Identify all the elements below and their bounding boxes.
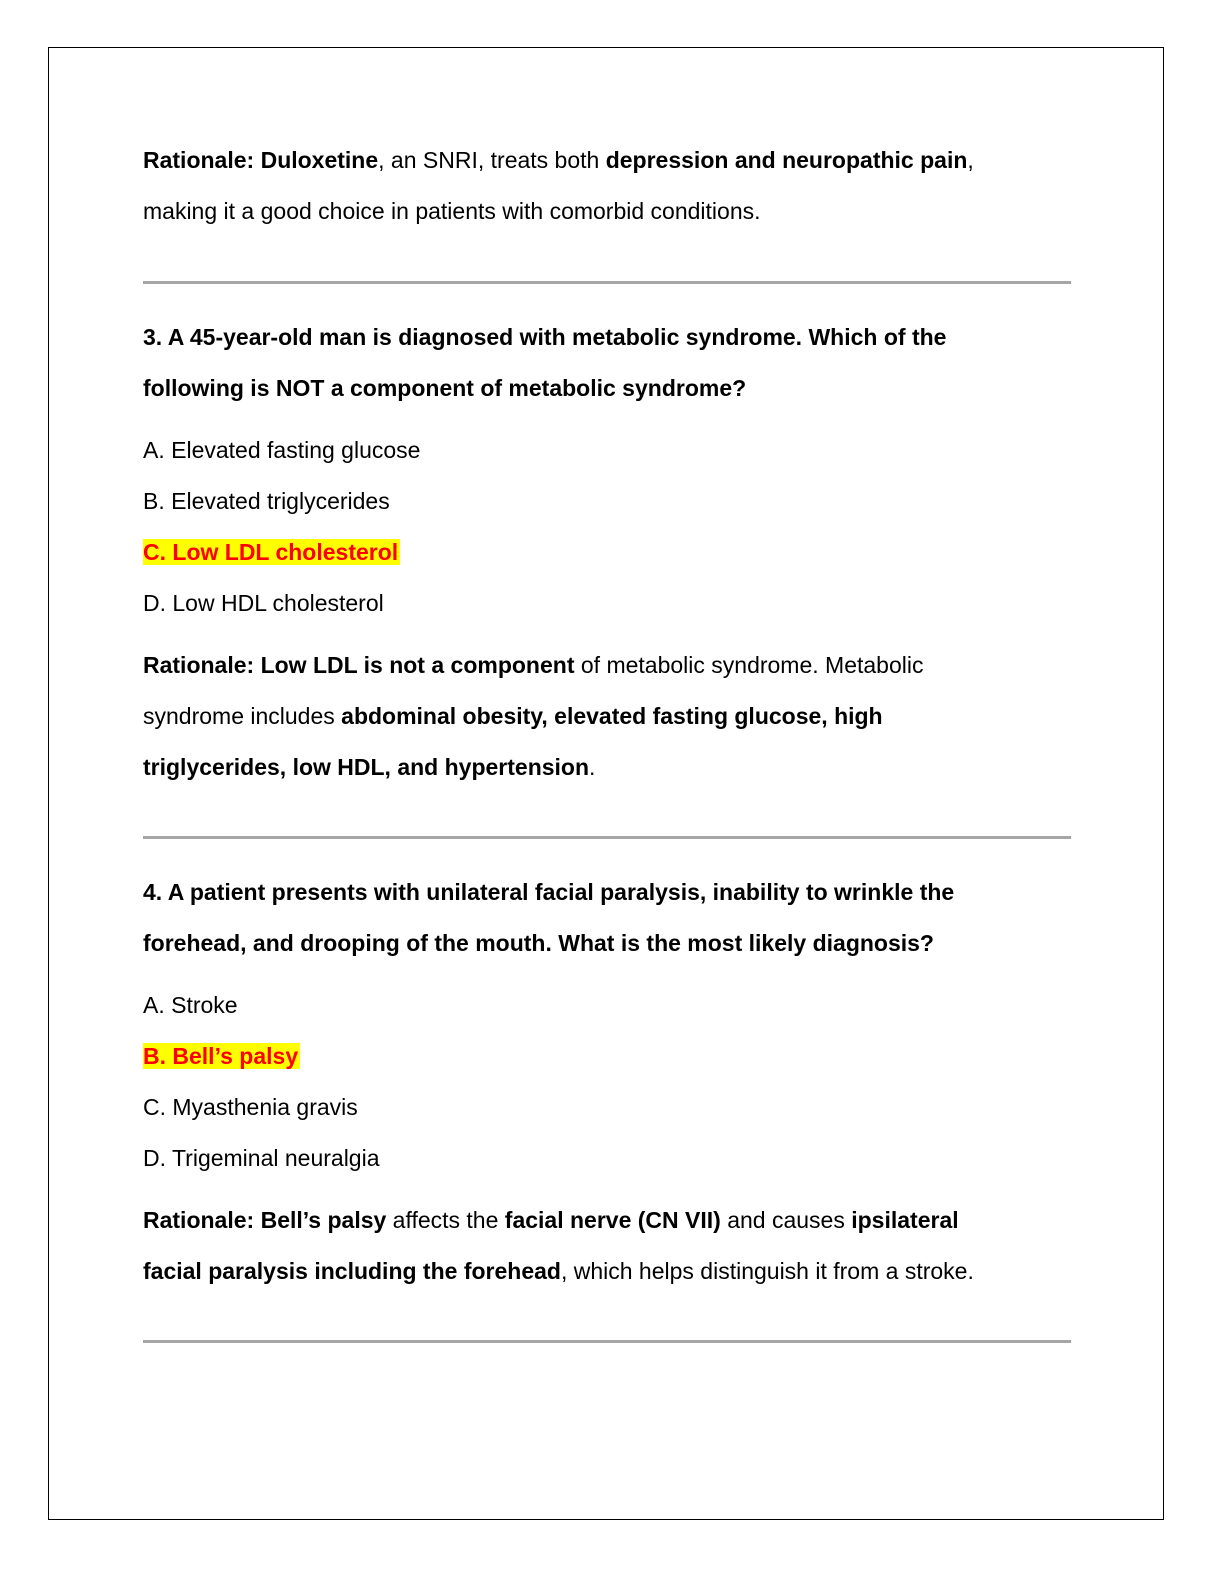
rationale-label: Rationale: xyxy=(143,1207,255,1233)
correct-answer-highlight: B. Bell’s palsy xyxy=(143,1043,299,1069)
rationale-bold: triglycerides, low HDL, and hypertension xyxy=(143,754,590,780)
q2-rationale-line-2: making it a good choice in patients with comorbid conditions. xyxy=(143,198,761,224)
q4-option-a: A. Stroke xyxy=(143,992,238,1018)
q3-option-a: A. Elevated fasting glucose xyxy=(143,437,421,463)
q3-option-d: D. Low HDL cholesterol xyxy=(143,590,384,616)
q3-option-b: B. Elevated triglycerides xyxy=(143,488,390,514)
q3-option-c-correct xyxy=(143,537,400,567)
rationale-drug: Duloxetine xyxy=(260,147,379,173)
rationale-text: . xyxy=(589,754,596,780)
rationale-label: Rationale: xyxy=(143,147,255,173)
rationale-text: , which helps distinguish it from a stroke. xyxy=(560,1258,974,1284)
page-border xyxy=(48,47,1164,1520)
q2-rationale-line-1 xyxy=(143,145,974,175)
q4-option-b-correct xyxy=(143,1041,300,1071)
rationale-bold: ipsilateral xyxy=(851,1207,959,1233)
rationale-bold: depression and neuropathic pain xyxy=(605,147,968,173)
q4-rationale-line-1 xyxy=(143,1205,959,1235)
rationale-bold: facial nerve (CN VII) xyxy=(504,1207,721,1233)
q4-option-c: C. Myasthenia gravis xyxy=(143,1094,358,1120)
q4-question-line-2: forehead, and drooping of the mouth. What is the most likely diagnosis? xyxy=(143,930,934,956)
rationale-text: syndrome includes xyxy=(143,703,342,729)
rationale-text: of metabolic syndrome. Metabolic xyxy=(574,652,924,678)
q3-rationale-line-3 xyxy=(143,752,595,782)
rationale-bold: facial paralysis including the forehead xyxy=(143,1258,561,1284)
q3-question-line-2: following is NOT a component of metabolic syndrome? xyxy=(143,375,747,401)
q3-question-line-1: 3. A 45-year-old man is diagnosed with metabolic syndrome. Which of the xyxy=(143,324,947,350)
section-divider xyxy=(143,836,1071,839)
rationale-bold: abdominal obesity, elevated fasting glucose, high xyxy=(341,703,883,729)
rationale-bold: Bell’s palsy xyxy=(260,1207,387,1233)
section-divider xyxy=(143,1340,1071,1343)
rationale-text: affects the xyxy=(386,1207,505,1233)
q3-rationale-line-2 xyxy=(143,701,883,731)
rationale-label: Rationale: xyxy=(143,652,255,678)
q4-option-d: D. Trigeminal neuralgia xyxy=(143,1145,380,1171)
q4-rationale-line-2 xyxy=(143,1256,974,1286)
rationale-text: , xyxy=(967,147,974,173)
q4-question-line-1: 4. A patient presents with unilateral facial paralysis, inability to wrinkle the xyxy=(143,879,955,905)
rationale-text: and causes xyxy=(720,1207,852,1233)
section-divider xyxy=(143,281,1071,284)
q3-rationale-line-1 xyxy=(143,650,923,680)
rationale-text: , an SNRI, treats both xyxy=(378,147,606,173)
rationale-bold: Low LDL is not a component xyxy=(260,652,575,678)
correct-answer-highlight: C. Low LDL cholesterol xyxy=(143,539,399,565)
